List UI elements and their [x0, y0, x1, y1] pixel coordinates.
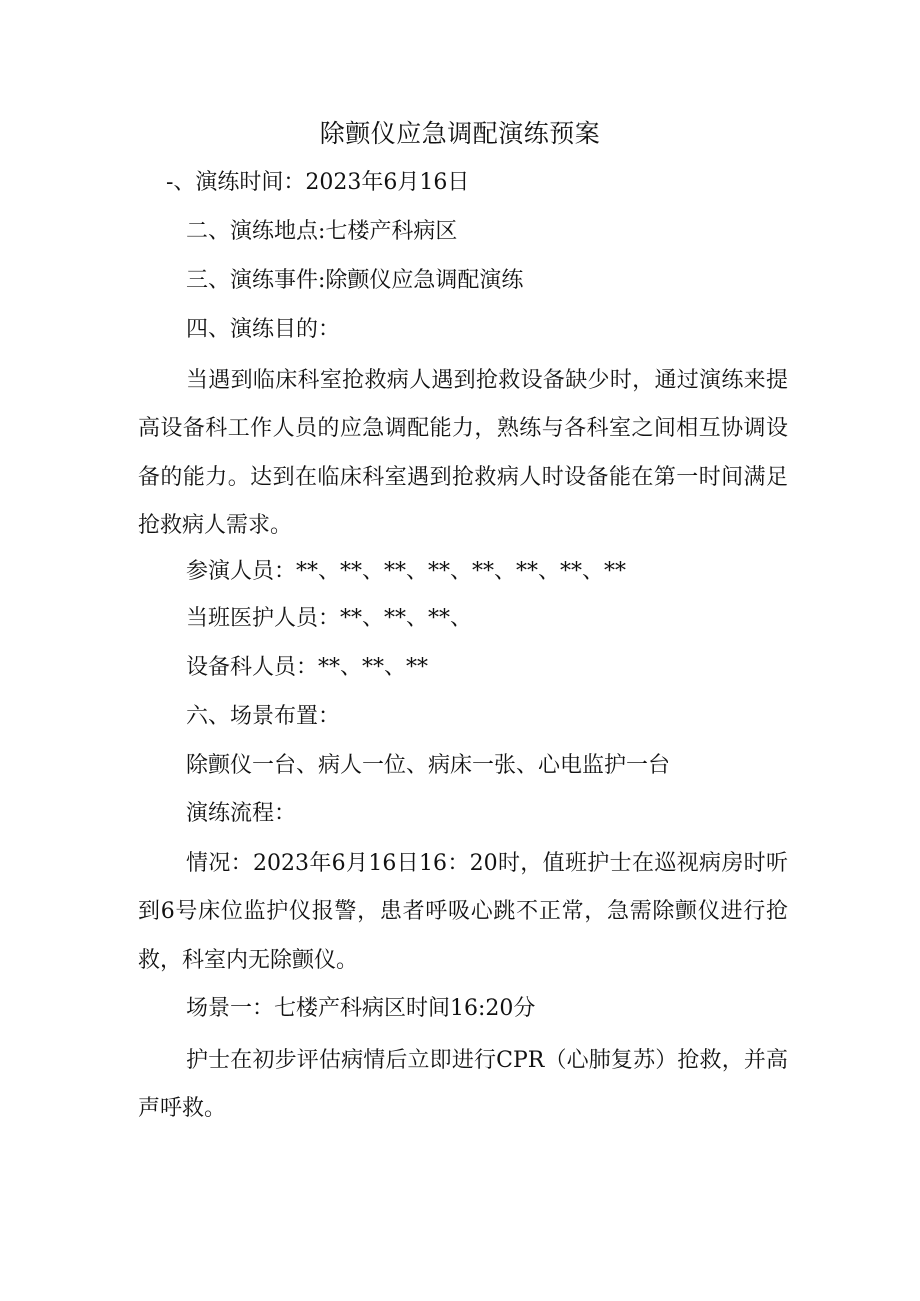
nurse-action-paragraph: 护士在初步评估病情后立即进行CPR（心肺复苏）抢救，并高声呼救。 [138, 1048, 788, 1122]
scene-one-line: 场景一：七楼产科病区时间16:20分 [186, 996, 536, 1021]
equipment-staff-line: 设备科人员：**、**、** [186, 655, 429, 680]
section-event: 三、演练事件:除颤仪应急调配演练 [186, 268, 524, 293]
document-title: 除颤仪应急调配演练预案 [319, 119, 601, 148]
scene-heading: 六、场景布置： [186, 704, 341, 729]
purpose-paragraph: 当遇到临床科室抢救病人遇到抢救设备缺少时，通过演练来提高设备科工作人员的应急调配能力，熟练与各科室之间相互协调设备的能力。达到在临床科室遇到抢救病人时设备能在第一时间满足抢救病人需求。 [138, 368, 788, 539]
duty-staff-line: 当班医护人员：**、**、**、 [186, 606, 473, 631]
situation-paragraph: 情况：2023年6月16日16：20时，值班护士在巡视病房时听到6号床位监护仪报警，患者呼吸心跳不正常，急需除颤仪进行抢救，科室内无除颤仪。 [138, 851, 788, 973]
section-purpose-heading: 四、演练目的： [186, 317, 341, 342]
participants-line: 参演人员：**、**、**、**、**、**、**、** [186, 559, 627, 584]
process-heading: 演练流程： [186, 801, 297, 826]
section-location: 二、演练地点:七楼产科病区 [186, 219, 458, 244]
scene-items-line: 除颤仪一台、病人一位、病床一张、心电监护一台 [186, 753, 671, 778]
section-time: -、演练时间：2023年6月16日 [166, 170, 470, 195]
